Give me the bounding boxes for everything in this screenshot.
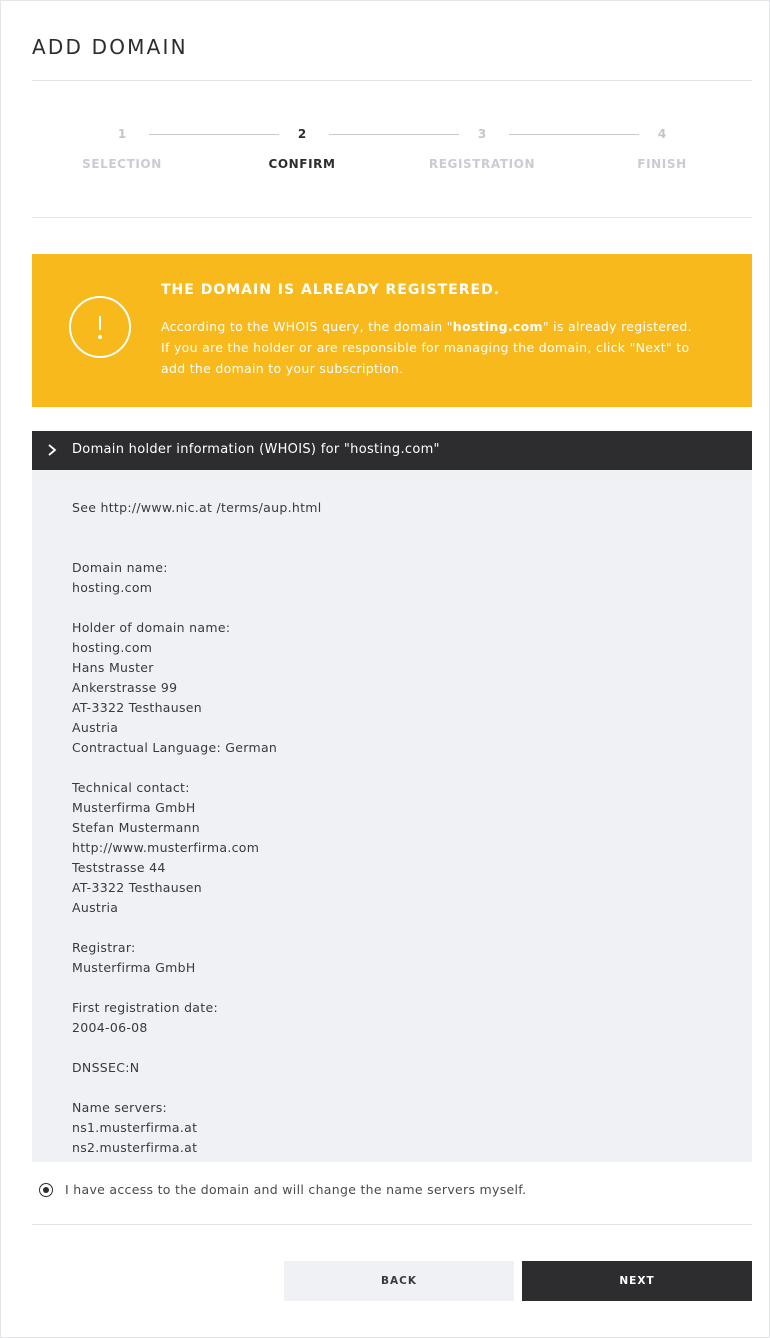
whois-line: Registrar:	[72, 940, 136, 955]
alert-text-line: add the domain to your subscription.	[161, 361, 404, 376]
step-4-label: FINISH	[637, 157, 687, 171]
title-divider	[32, 80, 752, 81]
alert-message	[161, 316, 731, 379]
footer-divider	[32, 1224, 752, 1225]
step-connector	[149, 134, 279, 135]
step-2-number: 2	[297, 127, 307, 141]
whois-line: Domain name:	[72, 560, 168, 575]
whois-line: See http://www.nic.at /terms/aup.html	[72, 500, 322, 515]
step-3-label: REGISTRATION	[428, 157, 536, 171]
whois-line: Austria	[72, 720, 119, 735]
whois-line: Name servers:	[72, 1100, 168, 1115]
whois-line: 2004-06-08	[72, 1020, 148, 1035]
whois-line: Contractual Language: German	[72, 740, 278, 755]
step-2-label: CONFIRM	[268, 157, 336, 171]
page-title: ADD DOMAIN	[32, 35, 188, 59]
whois-line: AT-3322 Testhausen	[72, 700, 203, 715]
whois-line: Teststrasse 44	[72, 860, 166, 875]
whois-line: Ankerstrasse 99	[72, 680, 178, 695]
name-server-access-label[interactable]: I have access to the domain and will change the name servers myself.	[65, 1182, 527, 1197]
whois-content	[32, 470, 752, 1162]
chevron-right-icon	[45, 442, 59, 458]
alert-text-part: According to the WHOIS query, the domain "	[161, 319, 453, 334]
whois-line: Musterfirma GmbH	[72, 960, 196, 975]
whois-line: AT-3322 Testhausen	[72, 880, 203, 895]
whois-line: ns1.musterfirma.at	[72, 1120, 198, 1135]
whois-line: Holder of domain name:	[72, 620, 231, 635]
whois-line: First registration date:	[72, 1000, 218, 1015]
whois-line: hosting.com	[72, 580, 153, 595]
stepper-divider	[32, 217, 752, 218]
whois-line: hosting.com	[72, 640, 153, 655]
exclamation-circle-icon	[69, 296, 131, 358]
next-button[interactable]: NEXT	[522, 1261, 752, 1301]
whois-line: ns2.musterfirma.at	[72, 1140, 198, 1155]
back-button[interactable]: BACK	[284, 1261, 514, 1301]
whois-line: Austria	[72, 900, 119, 915]
whois-line: http://www.musterfirma.com	[72, 840, 260, 855]
whois-line: DNSSEC:N	[72, 1060, 140, 1075]
step-1-label: SELECTION	[82, 157, 162, 171]
name-server-access-radio[interactable]	[39, 1183, 53, 1197]
whois-line: Technical contact:	[72, 780, 190, 795]
whois-accordion-toggle[interactable]	[32, 431, 752, 470]
step-1-number: 1	[117, 127, 127, 141]
step-connector	[329, 134, 459, 135]
whois-header-title: Domain holder information (WHOIS) for "hosting.com"	[72, 442, 440, 457]
step-4-number: 4	[657, 127, 667, 141]
domain-registered-alert	[32, 254, 752, 407]
step-connector	[509, 134, 639, 135]
whois-line: Stefan Mustermann	[72, 820, 200, 835]
alert-text-line: If you are the holder or are responsible for managing the domain, click "Next" to	[161, 340, 690, 355]
alert-text-part: " is already registered.	[542, 319, 692, 334]
whois-line: Hans Muster	[72, 660, 154, 675]
whois-line: Musterfirma GmbH	[72, 800, 196, 815]
alert-domain: hosting.com	[452, 319, 543, 334]
alert-title: THE DOMAIN IS ALREADY REGISTERED.	[161, 282, 501, 298]
step-3-number: 3	[477, 127, 487, 141]
